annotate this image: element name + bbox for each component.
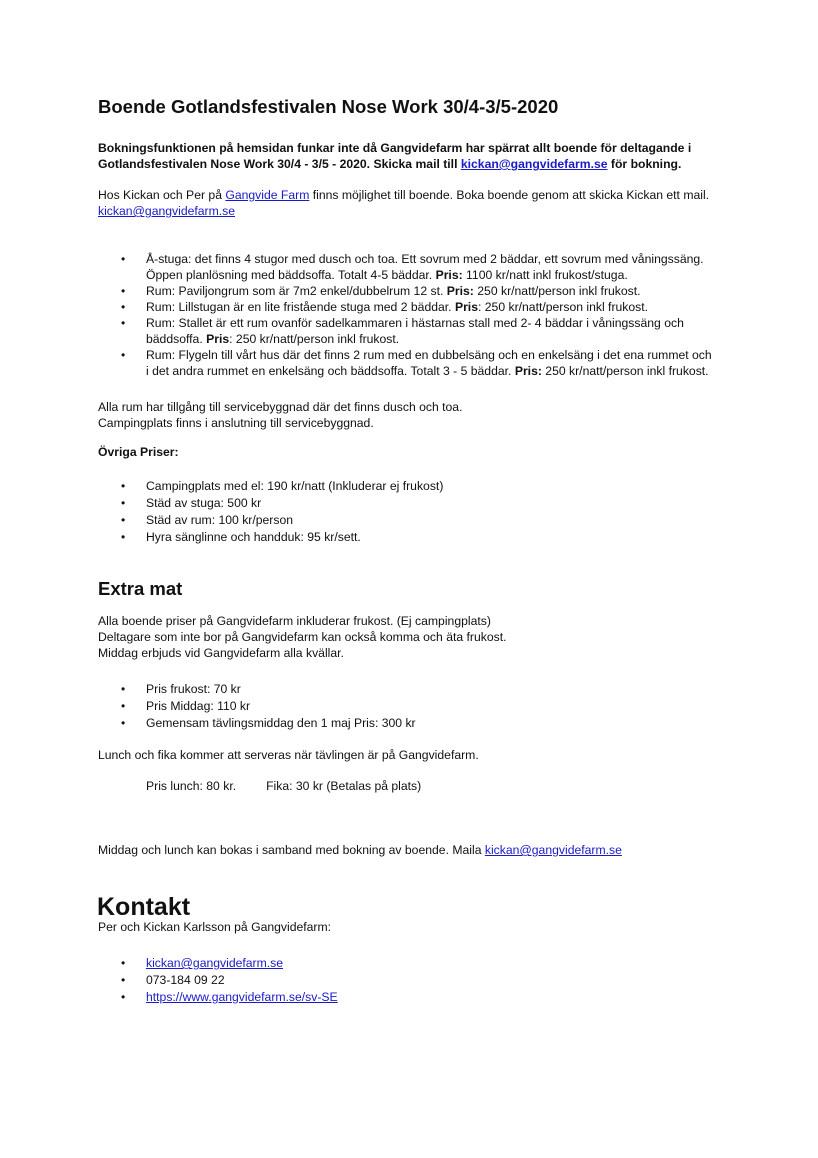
notice-email-link[interactable]: kickan@gangvidefarm.se bbox=[460, 157, 608, 171]
list-item: • Städ av stuga: 500 kr bbox=[121, 496, 262, 510]
other-prices-list bbox=[121, 478, 444, 545]
bullet-icon: • bbox=[121, 252, 126, 266]
list-item: • Rum: Stallet är ett rum ovanför sadelkammaren i hästarnas stall med 2- 4 bäddar i våningssäng och bäddsoffa. Pris: 250 kr/natt/person inkl frukost. bbox=[121, 316, 684, 346]
bullet-icon: • bbox=[121, 973, 126, 987]
meal-booking-info: Middag och lunch kan bokas i samband med bokning av boende. Maila kickan@gangvidefarm.se bbox=[98, 843, 622, 857]
list-item: • Rum: Lillstugan är en lite fristående stuga med 2 bäddar. Pris: 250 kr/natt/person inkl frukost. bbox=[121, 300, 649, 314]
bullet-icon: • bbox=[121, 284, 126, 298]
lunch-info: Lunch och fika kommer att serveras när tävlingen är på Gangvidefarm. bbox=[98, 748, 479, 762]
website-link[interactable]: https://www.gangvidefarm.se/sv-SE bbox=[146, 990, 338, 1004]
notice-line-2: Gotlandsfestivalen Nose Work 30/4 - 3/5 - 2020. Skicka mail till kickan@gangvidefarm.se för bokning. bbox=[98, 157, 682, 171]
bullet-icon: • bbox=[121, 496, 126, 510]
bullet-icon: • bbox=[121, 682, 126, 696]
list-item: • Gemensam tävlingsmiddag den 1 maj Pris: 300 kr bbox=[121, 716, 416, 730]
list-item: • Pris Middag: 110 kr bbox=[121, 699, 251, 713]
bullet-icon: • bbox=[121, 300, 126, 314]
list-item: • Å-stuga: det finns 4 stugor med dusch och toa. Ett sovrum med 2 bäddar, ett sovrum med våningssäng. Öppen planlösning med bäddsoffa. Totalt 4-5 bäddar. Pris: 1100 kr/natt inkl frukost/stuga. bbox=[121, 252, 704, 282]
list-item: • Campingplats med el: 190 kr/natt (Inkluderar ej frukost) bbox=[121, 479, 444, 493]
gangvide-farm-link[interactable]: Gangvide Farm bbox=[225, 188, 310, 202]
meal-prices-list bbox=[121, 681, 416, 731]
list-item: • Pris frukost: 70 kr bbox=[121, 682, 241, 696]
bullet-icon: • bbox=[121, 479, 126, 493]
extra-mat-paragraph: Alla boende priser på Gangvidefarm inkluderar frukost. (Ej campingplats) Deltagare som inte bor på Gangvidefarm kan också komma och äta frukost. Middag erbjuds vid Gangvidefarm alla kvällar. bbox=[98, 614, 507, 660]
bullet-icon: • bbox=[121, 716, 126, 730]
contact-email-link[interactable]: kickan@gangvidefarm.se bbox=[146, 956, 284, 970]
intro-paragraph: Hos Kickan och Per på Gangvide Farm finns möjlighet till boende. Boka boende genom att skicka Kickan ett mail. kickan@gangvidefarm.se bbox=[98, 188, 710, 218]
bullet-icon: • bbox=[121, 348, 126, 362]
service-info: Alla rum har tillgång till servicebyggnad där det finns dusch och toa. Campingplats finns i anslutning till servicebyggnad. bbox=[98, 400, 463, 430]
kontakt-heading: Kontakt bbox=[97, 893, 191, 921]
list-item bbox=[121, 955, 338, 971]
accommodation-list bbox=[121, 251, 712, 379]
lunch-fika-prices bbox=[146, 778, 421, 794]
bullet-icon: • bbox=[121, 990, 126, 1004]
list-item: • Städ av rum: 100 kr/person bbox=[121, 513, 293, 527]
list-item bbox=[121, 972, 338, 988]
list-item: • Rum: Flygeln till vårt hus där det finns 2 rum med en dubbelsäng och en enkelsäng i det ena rummet och i det andra rummet en enkelsäng och bäddsoffa. Totalt 3 - 5 bäddar. Pris: 250 kr/natt/person inkl frukost. bbox=[121, 348, 712, 378]
bullet-icon: • bbox=[121, 956, 126, 970]
lunch-price: Pris lunch: 80 kr. bbox=[146, 779, 237, 793]
notice-line-1: Bokningsfunktionen på hemsidan funkar inte då Gangvidefarm har spärrat allt boende för deltagande i bbox=[98, 141, 692, 155]
fika-price: Fika: 30 kr (Betalas på plats) bbox=[266, 779, 422, 793]
meal-booking-email-link[interactable]: kickan@gangvidefarm.se bbox=[484, 843, 622, 857]
page-title: Boende Gotlandsfestivalen Nose Work 30/4-3/5-2020 bbox=[98, 96, 559, 117]
list-item: • Hyra sänglinne och handduk: 95 kr/sett. bbox=[121, 530, 361, 544]
booking-notice bbox=[98, 140, 691, 172]
kontakt-subtitle: Per och Kickan Karlsson på Gangvidefarm: bbox=[98, 920, 332, 934]
contact-list bbox=[121, 955, 338, 1005]
intro-email-link[interactable]: kickan@gangvidefarm.se bbox=[98, 204, 236, 218]
bullet-icon: • bbox=[121, 699, 126, 713]
extra-mat-heading: Extra mat bbox=[98, 578, 183, 599]
contact-phone: 073-184 09 22 bbox=[146, 973, 225, 987]
list-item: • Rum: Paviljongrum som är 7m2 enkel/dubbelrum 12 st. Pris: 250 kr/natt/person inkl frukost. bbox=[121, 284, 641, 298]
bullet-icon: • bbox=[121, 530, 126, 544]
bullet-icon: • bbox=[121, 316, 126, 330]
bullet-icon: • bbox=[121, 513, 126, 527]
list-item bbox=[121, 989, 338, 1005]
other-prices-heading: Övriga Priser: bbox=[98, 445, 179, 459]
